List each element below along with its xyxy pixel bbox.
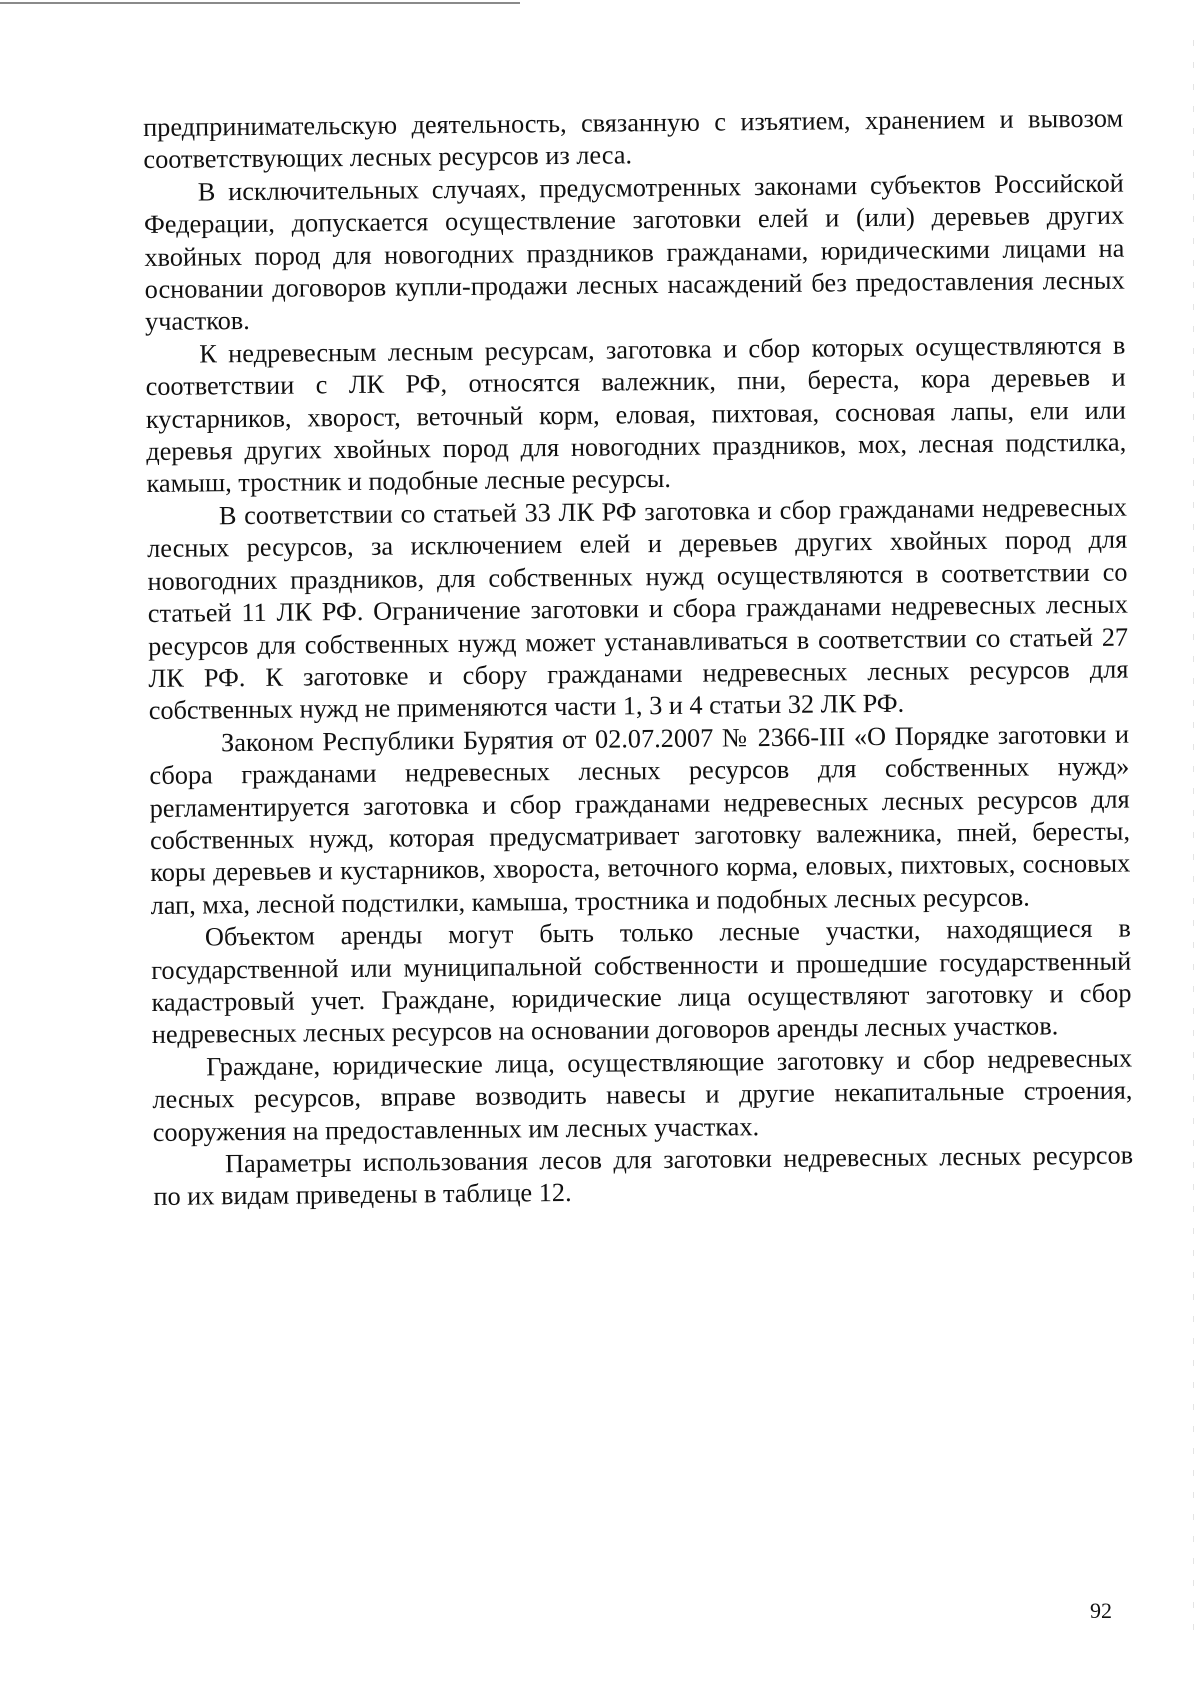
paragraph-non-timber-resources: К недревесным лесным ресурсам, заготовка и сбор которых осуществляются в соответствии с ЛК РФ, относятся валежник, пни, береста, кора деревьев и кустарников, хворост, веточный корм, еловая, пихтовая, сосновая лапы, ели или деревья других хвойных пород для новогодних праздников, мох, лесная подстилка, камыш, тростник и подобные лесные ресурсы.: [145, 330, 1127, 499]
paragraph-article-33: В соответствии со статьей 33 ЛК РФ заготовка и сбор гражданами недревесных лесных ресурсов, за исключением елей и деревьев других хвойных пород для новогодних праздников, для собственных нужд осуществляются в соответствии со статьей 11 ЛК РФ. Ограничение заготовки и сбора гражданами недревесных лесных ресурсов для собственных нужд может устанавливаться в соответствии со статьей 27 ЛК РФ. К заготовке и сбору гражданами недревесных лесных ресурсов для собственных нужд не применяются части 1, 3 и 4 статьи 32 ЛК РФ.: [147, 492, 1129, 726]
paragraph-lease-object: Объектом аренды могут быть только лесные участки, находящиеся в государственной или муниципальной собственности и прошедшие государственный кадастровый учет. Граждане, юридические лица осуществляют заготовку и сбор недревесных лесных ресурсов на основании договоров аренды лесных участков.: [151, 913, 1132, 1050]
paragraph-table-reference: Параметры использования лесов для заготовки недревесных лесных ресурсов по их видам приведены в таблице 12.: [153, 1140, 1134, 1212]
scan-edge-marks: [1193, 40, 1194, 1640]
paragraph-buryatia-law: Законом Республики Бурятия от 02.07.2007 № 2366-III «О Порядке заготовки и сбора гражданами недревесных лесных ресурсов для собственных нужд» регламентируется заготовка и сбор гражданами недревесных лесных ресурсов для собственных нужд, которая предусматривает заготовку валежника, пней, бересты, коры деревьев и кустарников, хвороста, веточного корма, еловых, пихтовых, сосновых лап, мха, лесной подстилки, камыша, тростника и подобных лесных ресурсов.: [149, 719, 1131, 920]
page-number: 92: [1090, 1598, 1112, 1623]
scan-top-rule: [0, 2, 520, 4]
paragraph-structures: Граждане, юридические лица, осуществляющие заготовку и сбор недревесных лесных ресурсов, вправе возводить навесы и другие некапитальные строения, сооружения на предоставленных им лесных участках.: [152, 1043, 1133, 1147]
paragraph-continuation: предпринимательскую деятельность, связанную с изъятием, хранением и вывозом соответствующих лесных ресурсов из леса.: [143, 103, 1124, 175]
document-body: [143, 103, 1134, 1214]
paragraph-new-year-trees: В исключительных случаях, предусмотренных законами субъектов Российской Федерации, допускается осуществление заготовки елей и (или) деревьев других хвойных пород для новогодних праздников гражданами, юридическими лицами на основании договоров купли-продажи лесных насаждений без предоставления лесных участков.: [143, 168, 1125, 337]
